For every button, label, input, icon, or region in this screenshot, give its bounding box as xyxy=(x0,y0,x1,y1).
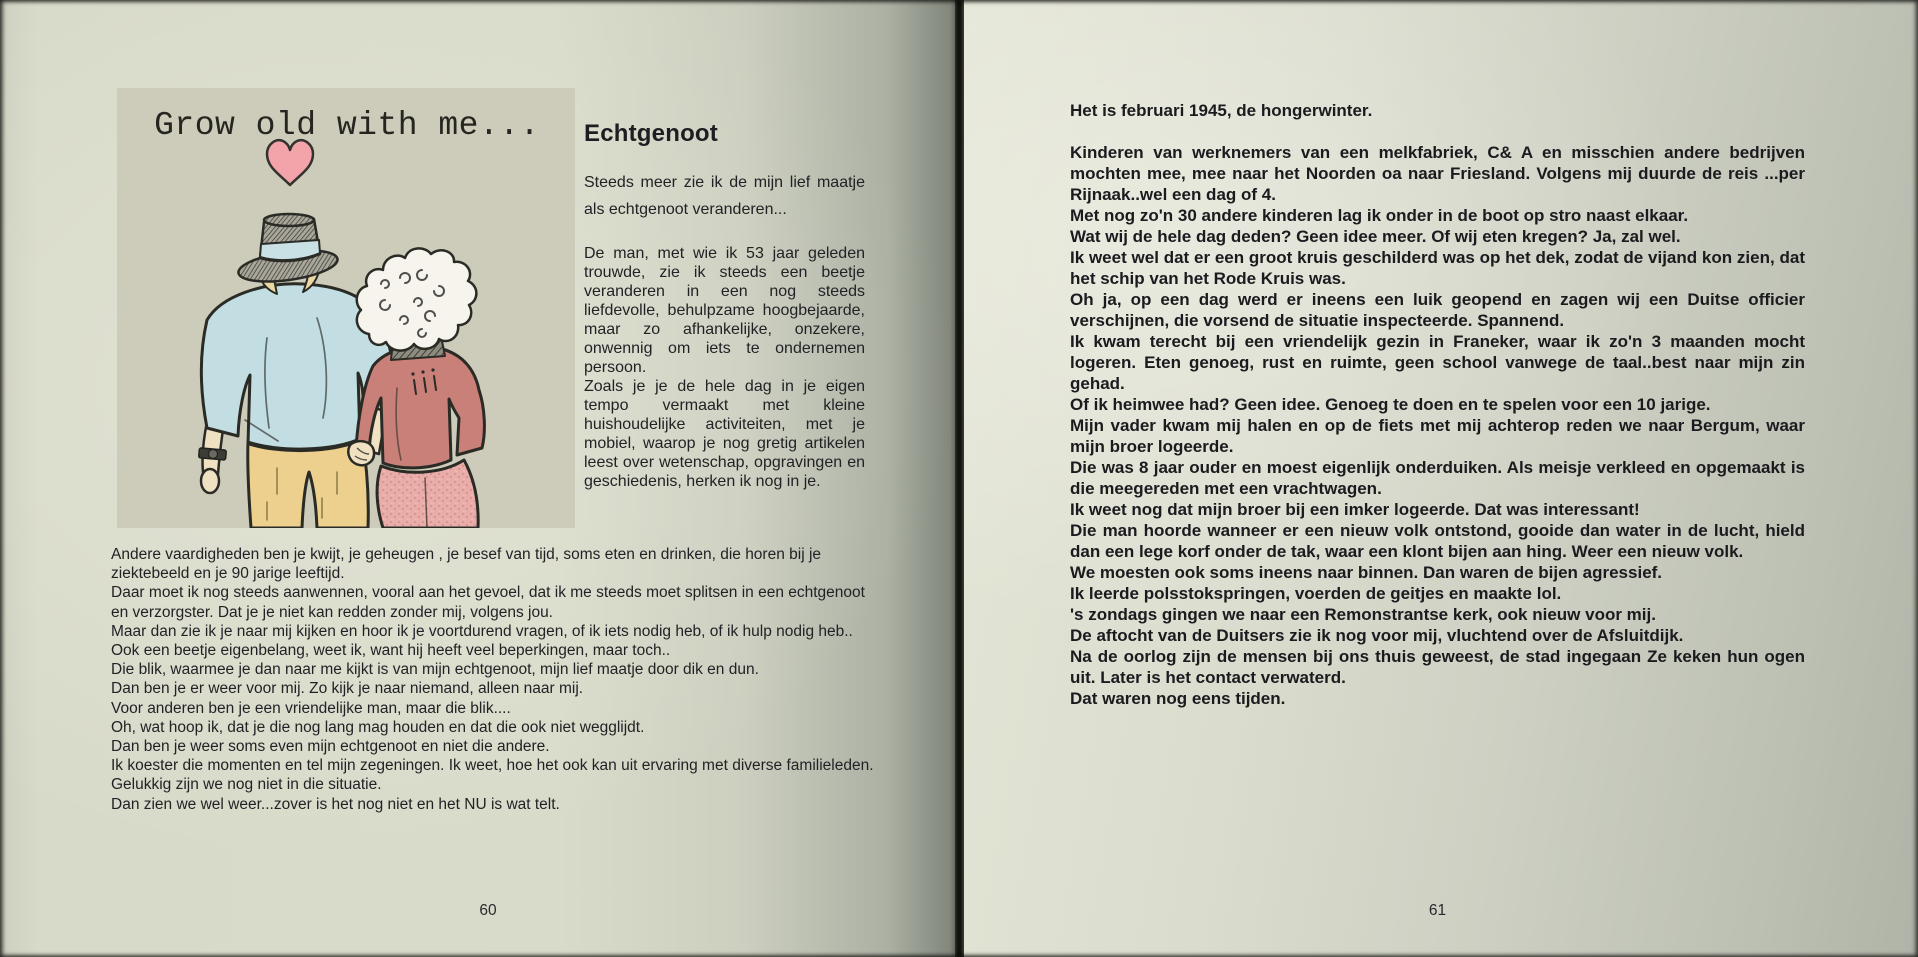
text-line: Oh, wat hoop ik, dat je die nog lang mag houden en dat die ook niet wegglijdt. xyxy=(111,718,645,736)
text-line: Die was 8 jaar ouder en moest eigenlijk onderduiken. Als meisje verkleed en opgemaakt is die meegereden met een vrachtwagen. xyxy=(1070,458,1805,498)
text-line: 's zondags gingen we naar een Remonstrantse kerk, ook nieuw voor mij. xyxy=(1070,605,1656,624)
held-hands xyxy=(348,441,374,465)
text-line: Mijn vader kwam mij halen en op de fiets met mij achterop reden we naar Bergum, waar mijn broer logeerde. xyxy=(1070,416,1805,456)
woman-skirt xyxy=(377,460,478,528)
text-line: Dan ben je er weer voor mij. Zo kijk je naar niemand, alleen naar mij. xyxy=(111,680,584,698)
story-intro: Steeds meer zie ik de mijn lief maatje als echtgenoot veranderen... xyxy=(584,174,865,218)
text-line: Die blik, waarmee je dan naar me kijkt is van mijn echtgenoot, mijn lief maatje door dik en dun. xyxy=(111,661,759,679)
text-line: Gelukkig zijn we nog niet in die situatie. xyxy=(111,776,382,794)
story-paragraph-2: Zoals je je de hele dag in je eigen tempo vermaakt met kleine huishoudelijke activiteiten, met je mobiel, waarop je nog gretig artikelen leest over wetenschap, opgravingen en geschiedenis, herken ik nog in je. xyxy=(584,378,865,490)
story-paragraph-1: De man, met wie ik 53 jaar geleden trouwde, zie ik steeds een beetje veranderen in een nog steeds liefdevolle, behulpzame hoogbejaarde, maar zo afhankelijke, onzekere, onwennig om iets te ondernemen persoon. xyxy=(584,245,865,376)
text-line: Dan zien we wel weer...zover is het nog niet en het NU is wat telt. xyxy=(111,795,560,813)
text-line: Dan ben je weer soms even mijn echtgenoot en niet die andere. xyxy=(111,738,550,756)
text-line: Voor anderen ben je een vriendelijke man, maar die blik.... xyxy=(111,699,511,717)
text-line: Met nog zo'n 30 andere kinderen lag ik onder in de boot op stro naast elkaar. xyxy=(1070,206,1689,225)
book-spine xyxy=(955,0,964,957)
story-bottom-text xyxy=(111,545,879,814)
text-line: De aftocht van de Duitsers zie ik nog voor mij, vluchtend over de Afsluitdijk. xyxy=(1070,626,1684,645)
echtgenoot-column xyxy=(584,120,865,491)
wrist-watch xyxy=(199,448,227,460)
page-number-right: 61 xyxy=(1428,902,1447,919)
text-line: Kinderen van werknemers van een melkfabriek, C& A en misschien andere bedrijven mochten mee, mee naar het Noorden oa naar Friesland. Volgens mij duurde de reis ...per Rijnaak..wel een dag of 4. xyxy=(1070,143,1805,204)
text-line xyxy=(1070,121,1805,142)
page-number-left: 60 xyxy=(479,902,497,919)
story-heading: Echtgenoot xyxy=(584,120,718,147)
text-line: Dat waren nog eens tijden. xyxy=(1070,689,1286,708)
text-line: Het is februari 1945, de hongerwinter. xyxy=(1070,101,1373,120)
grow-old-illustration xyxy=(117,88,575,528)
text-line: Ik weet wel dat er een groot kruis geschilderd was op het dek, zodat de vijand kon zien, dat het schip van het Rode Kruis was. xyxy=(1070,248,1805,288)
page-right xyxy=(964,0,1918,957)
text-line: Die man hoorde wanneer er een nieuw volk ontstond, gooide dan water in de lucht, hield dan een lege korf onder de tak, waar een klont bijen aan hing. Weer een nieuw volk. xyxy=(1070,521,1805,561)
text-line: Ik koester die momenten en tel mijn zegeningen. Ik weet, hoe het ook kan uit ervaring met diverse familieleden. xyxy=(111,757,874,775)
text-line: Ik weet nog dat mijn broer bij een imker logeerde. Dat was interessant! xyxy=(1070,500,1640,519)
text-line: We moesten ook soms ineens naar binnen. Dan waren de bijen agressief. xyxy=(1070,563,1663,582)
text-line: Na de oorlog zijn de mensen bij ons thuis geweest, de stad ingegaan Ze keken hun ogen uit. Later is het contact verwaterd. xyxy=(1070,647,1805,687)
hongerwinter-text xyxy=(1070,100,1805,709)
text-line: Oh ja, op een dag werd er ineens een luik geopend en zagen wij een Duitse officier verschijnen, die vorsend de situatie inspecteerde. Spannend. xyxy=(1070,290,1805,330)
text-line: Daar moet ik nog steeds aanwennen, vooral aan het gevoel, dat ik me steeds moet splitsen in een echtgenoot en verzorgster. Dat je je niet kan redden zonder mij, volgens jou. xyxy=(111,584,865,621)
page-left xyxy=(0,0,955,957)
text-line: Wat wij de hele dag deden? Geen idee meer. Of wij eten kregen? Ja, zal wel. xyxy=(1070,227,1681,246)
text-line: Maar dan zie ik je naar mij kijken en hoor ik je voortdurend vragen, of ik iets nodig heb, of ik hulp nodig heb.. Ook een beetje eigenbelang, weet ik, want hij heeft veel beperkingen, maar toch.. xyxy=(111,622,853,660)
text-line: Ik kwam terecht bij een vriendelijk gezin in Franeker, waar ik zo'n 3 maanden mocht logeren. Eten genoeg, rust en ruimte, geen school vanwege de taal..best naar mijn zin gehad. xyxy=(1070,332,1805,393)
illustration-caption: Grow old with me... xyxy=(154,107,540,144)
text-line: Of ik heimwee had? Geen idee. Genoeg te doen en te spelen voor een 10 jarige. xyxy=(1070,395,1711,414)
text-line: Andere vaardigheden ben je kwijt, je geheugen , je besef van tijd, soms eten en drinken, die horen bij je ziektebeeld en je 90 jarige leeftijd. xyxy=(111,546,822,583)
text-line: Ik leerde polsstokspringen, voerden de geitjes en maakte lol. xyxy=(1070,584,1562,603)
